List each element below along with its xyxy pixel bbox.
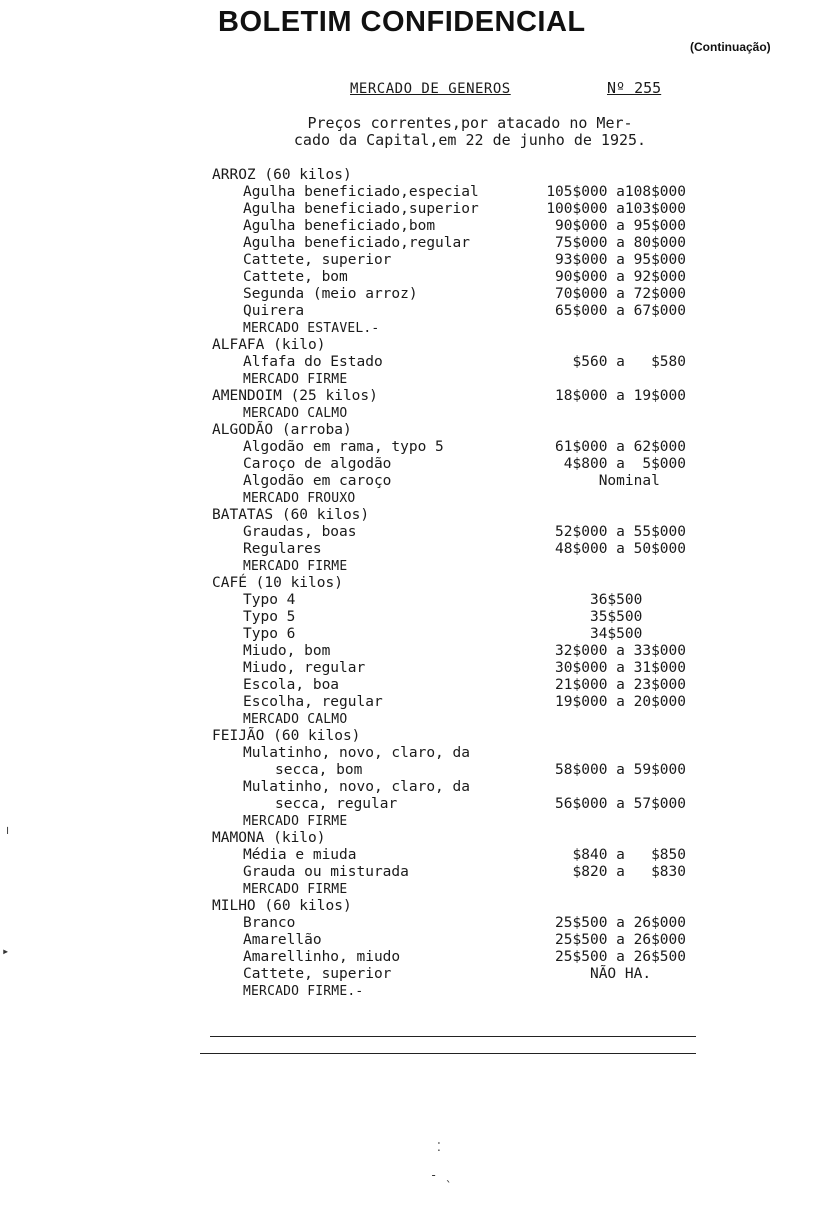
market-status: MERCADO FIRME (243, 814, 348, 829)
price-range: 48$000 a 50$000 (555, 541, 686, 557)
product-name: Typo 4 (243, 592, 296, 608)
product-name: Caroço de algodão (243, 456, 392, 472)
price-row (200, 915, 700, 932)
price-row (200, 694, 700, 711)
price-row (200, 269, 700, 286)
category-name: ALGODÃO (arroba) (212, 422, 352, 438)
category-name: ARROZ (60 kilos) (212, 167, 352, 183)
product-name: Algodão em caroço (243, 473, 392, 489)
price-row (200, 796, 700, 813)
price-range: $820 a $830 (572, 864, 686, 880)
market-status-row (200, 983, 700, 1000)
price-row (200, 184, 700, 201)
market-status: MERCADO CALMO (243, 406, 348, 421)
price-row (200, 949, 700, 966)
product-name: Agulha beneficiado,bom (243, 218, 436, 234)
product-name: Quirera (243, 303, 305, 319)
price-range: 105$000 a108$000 (546, 184, 686, 200)
price-range: 58$000 a 59$000 (555, 762, 686, 778)
price-row (200, 218, 700, 235)
price-row (200, 966, 700, 983)
product-name: Miudo, bom (243, 643, 331, 659)
market-status-row (200, 490, 700, 507)
price-range: 4$800 a 5$000 (563, 456, 686, 472)
price-range: 100$000 a103$000 (546, 201, 686, 217)
product-name: Cattete, bom (243, 269, 348, 285)
price-range: 75$000 a 80$000 (555, 235, 686, 251)
market-status-row (200, 558, 700, 575)
price-range: 36$500 (589, 592, 686, 608)
product-name: Graudas, boas (243, 524, 357, 540)
price-range: Nominal (598, 473, 686, 489)
product-name: Mulatinho, novo, claro, da (243, 745, 470, 761)
price-row (200, 286, 700, 303)
price-range: 61$000 a 62$000 (555, 439, 686, 455)
product-name: secca, bom (275, 762, 363, 778)
price-range: 56$000 a 57$000 (555, 796, 686, 812)
price-range: 52$000 a 55$000 (555, 524, 686, 540)
category-row (200, 507, 700, 524)
price-range: 21$000 a 23$000 (555, 677, 686, 693)
product-name: Branco (243, 915, 296, 931)
market-status: MERCADO CALMO (243, 712, 348, 727)
price-range: 25$500 a 26$500 (555, 949, 686, 965)
price-row (200, 201, 700, 218)
product-name: Agulha beneficiado,especial (243, 184, 479, 200)
price-range: 25$500 a 26$000 (555, 932, 686, 948)
market-status: MERCADO FROUXO (243, 491, 356, 506)
price-range: 32$000 a 33$000 (555, 643, 686, 659)
product-name: Escola, boa (243, 677, 340, 693)
product-name: Typo 6 (243, 626, 296, 642)
continuation-note: (Continuação) (690, 40, 771, 54)
category-row (200, 898, 700, 915)
market-status-row (200, 371, 700, 388)
divider-line (210, 1036, 696, 1037)
price-row (200, 609, 700, 626)
section-title: MERCADO DE GENEROS (350, 81, 511, 97)
price-range: 25$500 a 26$000 (555, 915, 686, 931)
intro-paragraph (240, 115, 700, 149)
price-row (200, 541, 700, 558)
price-range: 90$000 a 95$000 (555, 218, 686, 234)
price-table (200, 167, 700, 1000)
market-status: MERCADO FIRME (243, 372, 348, 387)
ink-speck: ╷ (4, 820, 12, 834)
ink-speck: ‐ ˎ (430, 1168, 452, 1182)
price-range: $840 a $850 (572, 847, 686, 863)
product-name: Cattete, superior (243, 252, 392, 268)
price-row (200, 524, 700, 541)
price-row (200, 456, 700, 473)
price-range: 19$000 a 20$000 (555, 694, 686, 710)
category-name: FEIJÃO (60 kilos) (212, 728, 361, 744)
category-name: MAMONA (kilo) (212, 830, 326, 846)
price-row (200, 779, 700, 796)
category-row (200, 167, 700, 184)
price-row (200, 745, 700, 762)
price-range: NÃO HA. (589, 966, 686, 982)
price-range: 35$500 (589, 609, 686, 625)
bulletin-number: Nº 255 (607, 79, 662, 97)
category-name: BATATAS (60 kilos) (212, 507, 370, 523)
product-name: Agulha beneficiado,regular (243, 235, 470, 251)
price-row (200, 660, 700, 677)
price-range: $560 a $580 (572, 354, 686, 370)
category-row (200, 728, 700, 745)
price-row (200, 762, 700, 779)
price-row (200, 354, 700, 371)
price-range: 30$000 a 31$000 (555, 660, 686, 676)
market-status: MERCADO ESTAVEL.- (243, 321, 380, 336)
category-row (200, 337, 700, 354)
category-name: MILHO (60 kilos) (212, 898, 352, 914)
market-status-row (200, 320, 700, 337)
market-status: MERCADO FIRME.- (243, 984, 364, 999)
product-name: Cattete, superior (243, 966, 392, 982)
price-row (200, 932, 700, 949)
product-name: Alfafa do Estado (243, 354, 383, 370)
price-row (200, 847, 700, 864)
category-name: AMENDOIM (25 kilos) (212, 388, 378, 404)
market-status-row (200, 813, 700, 830)
product-name: Agulha beneficiado,superior (243, 201, 479, 217)
product-name: Typo 5 (243, 609, 296, 625)
price-row (200, 473, 700, 490)
category-row (200, 830, 700, 847)
category-row (200, 422, 700, 439)
price-range: 65$000 a 67$000 (555, 303, 686, 319)
bulletin-title: BOLETIM CONFIDENCIAL (218, 6, 586, 38)
category-name: ALFAFA (kilo) (212, 337, 326, 353)
ink-speck: ⁚ (437, 1140, 441, 1154)
category-row (200, 388, 700, 405)
intro-line: Preços correntes,por atacado no Mer- (307, 114, 633, 132)
price-row (200, 626, 700, 643)
ink-speck: ▸ (2, 944, 10, 958)
product-name: Média e miuda (243, 847, 357, 863)
price-range: 90$000 a 92$000 (555, 269, 686, 285)
price-range: 70$000 a 72$000 (555, 286, 686, 302)
product-name: Regulares (243, 541, 322, 557)
product-name: Miudo, regular (243, 660, 366, 676)
product-name: Mulatinho, novo, claro, da (243, 779, 470, 795)
product-name: Amarellão (243, 932, 322, 948)
product-name: secca, regular (275, 796, 398, 812)
market-status: MERCADO FIRME (243, 882, 348, 897)
market-status-row (200, 405, 700, 422)
price-range: 34$500 (589, 626, 686, 642)
product-name: Segunda (meio arroz) (243, 286, 418, 302)
market-status-row (200, 711, 700, 728)
price-row (200, 643, 700, 660)
category-row (200, 575, 700, 592)
price-row (200, 864, 700, 881)
price-range: 18$000 a 19$000 (555, 388, 686, 404)
price-row (200, 303, 700, 320)
product-name: Amarellinho, miudo (243, 949, 401, 965)
market-status-row (200, 881, 700, 898)
price-row (200, 677, 700, 694)
product-name: Algodão em rama, typo 5 (243, 439, 444, 455)
divider-line (200, 1053, 696, 1054)
price-row (200, 235, 700, 252)
intro-line: cado da Capital,em 22 de junho de 1925. (293, 131, 647, 149)
category-name: CAFÉ (10 kilos) (212, 575, 343, 591)
price-row (200, 252, 700, 269)
price-range: 93$000 a 95$000 (555, 252, 686, 268)
price-row (200, 439, 700, 456)
market-status: MERCADO FIRME (243, 559, 348, 574)
product-name: Escolha, regular (243, 694, 383, 710)
price-row (200, 592, 700, 609)
product-name: Grauda ou misturada (243, 864, 409, 880)
